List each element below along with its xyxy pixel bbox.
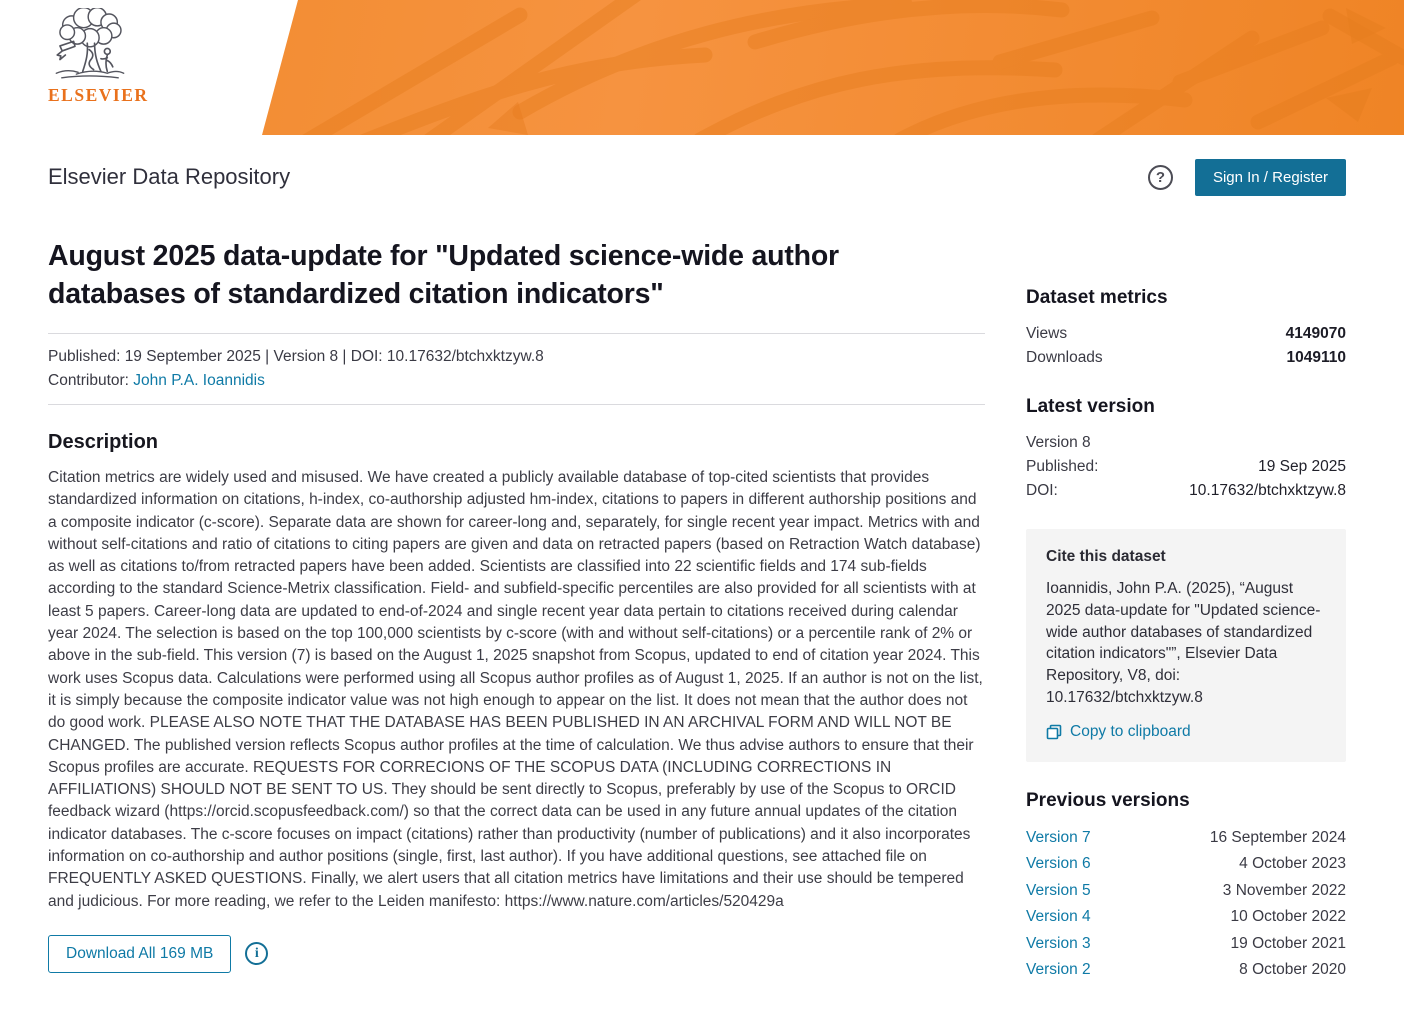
help-icon[interactable]: ? [1148, 165, 1173, 190]
elsevier-logo-wordmark: ELSEVIER [48, 85, 149, 105]
published-value: 19 Sep 2025 [1258, 458, 1346, 475]
latest-version-published-row [1026, 455, 1346, 479]
elsevier-logo[interactable] [48, 8, 149, 106]
version-link[interactable]: Version 7 [1026, 828, 1091, 846]
version-date: 19 October 2021 [1230, 934, 1346, 952]
latest-version-heading: Latest version [1026, 396, 1155, 417]
leaf-pattern-graphic [0, 0, 1404, 135]
dataset-meta-block [48, 333, 985, 405]
version-link[interactable]: Version 3 [1026, 934, 1091, 952]
doi-label: DOI: [1026, 482, 1058, 499]
dataset-title: August 2025 data-update for "Updated science-wide author databases of standardized citation indicators" [48, 240, 839, 310]
published-line: Published: 19 September 2025 | Version 8 | DOI: 10.17632/btchxktzyw.8 [48, 348, 544, 365]
metric-value: 4149070 [1285, 325, 1346, 342]
copy-to-clipboard-button[interactable] [1046, 723, 1326, 741]
version-link[interactable]: Version 5 [1026, 881, 1091, 899]
previous-versions-section [1026, 790, 1346, 984]
latest-version-doi-row [1026, 479, 1346, 503]
version-date: 16 September 2024 [1209, 828, 1346, 846]
version-row [1026, 931, 1346, 958]
citation-text: Ioannidis, John P.A. (2025), “August 2025 data-update for "Updated science-wide author databases of standardized citation indicators"”, Elsevier Data Repository, V8, doi: 10.17632/btchxktzyw.8 [1046, 580, 1321, 706]
copy-to-clipboard-label: Copy to clipboard [1070, 722, 1191, 740]
metric-label: Downloads [1026, 349, 1103, 366]
previous-versions-heading: Previous versions [1026, 789, 1190, 811]
download-all-button[interactable]: Download All 169 MB [48, 935, 231, 973]
dataset-metrics-section [1026, 287, 1346, 370]
header-banner [0, 0, 1404, 135]
dataset-metrics-heading: Dataset metrics [1026, 287, 1168, 308]
contributor-label: Contributor: [48, 371, 129, 389]
description-text: Citation metrics are widely used and misused. We have created a publicly available database of top-cited scientists that provides standardized information on citations, h-index, co-authorship adjusted hm-index, citations to papers in different authorship positions and a composite indicator (c-score). Separate data are shown for career-long and, separately, for single recent year impact. Metrics with and without self-citations and ratio of citations to citing papers are given and data on retracted papers (based on Retraction Watch database) as well as citations to/from retracted papers have been added. Scientists are classified into 22 scientific fields and 174 sub-fields according to the standard Science-Metrix classification. Field- and subfield-specific percentiles are also provided for all scientists with at least 5 papers. Career-long data are updated to end-of-2024 and single recent year data pertain to citations received during calendar year 2024. The selection is based on the top 100,000 scientists by c-score (with and without self-citations) or a percentile rank of 2% or above in the sub-field. This version (7) is based on the August 1, 2025 snapshot from Scopus, updated to end of citation year 2024. This work uses Scopus data. Calculations were performed using all Scopus author profiles as of August 1, 2025. If an author is not on the list, it is simply because the composite indicator value was not high enough to appear on the list. It does not mean that the author does not do good work. PLEASE ALSO NOTE THAT THE DATABASE HAS BEEN PUBLISHED IN AN ARCHIVAL FORM AND WILL NOT BE CHANGED. The published version reflects Scopus author profiles at the time of calculation. We thus advise authors to ensure that their Scopus profiles are accurate. REQUESTS FOR CORRECIONS OF THE SCOPUS DATA (INCLUDING CORRECTIONS IN AFFILIATIONS) SHOULD NOT BE SENT TO US. They should be sent directly to Scopus, preferably by use of the Scopus to ORCID feedback wizard (https://orcid.scopusfeedback.com/) so that the correct data can be used in any future annual updates of the citation indicator databases. The c-score focuses on impact (citations) rather than productivity (number of publications) and it also incorporates information on co-authorship and author positions (single, first, last author). If you have additional questions, see attached file on FREQUENTLY ASKED QUESTIONS. Finally, we alert users that all citation metrics have limitations and their use should be tempered and judicious. For more reading, we refer to the Leiden manifesto: https://www.nature.com/articles/520429a [48, 469, 983, 910]
sidebar [1026, 287, 1346, 1010]
description-heading: Description [48, 431, 159, 453]
published-label: Published: [1026, 458, 1099, 475]
signin-register-button[interactable]: Sign In / Register [1195, 159, 1346, 196]
info-icon[interactable]: i [245, 942, 268, 965]
metric-row-downloads [1026, 346, 1346, 370]
banner-orange-graphic [0, 0, 1404, 135]
version-date: 4 October 2023 [1239, 855, 1346, 873]
version-row [1026, 825, 1346, 852]
version-row [1026, 904, 1346, 931]
version-row [1026, 957, 1346, 984]
version-link[interactable]: Version 6 [1026, 855, 1091, 873]
copy-icon [1046, 724, 1062, 740]
version-date: 8 October 2020 [1239, 961, 1346, 979]
cite-dataset-box [1026, 529, 1346, 762]
metric-value: 1049110 [1286, 349, 1346, 366]
version-date: 10 October 2022 [1230, 908, 1346, 926]
topbar [0, 135, 1404, 213]
topbar-actions [1148, 159, 1346, 196]
contributor-line [48, 369, 985, 393]
version-row [1026, 878, 1346, 905]
contributor-link[interactable]: John P.A. Ioannidis [133, 371, 265, 389]
version-link[interactable]: Version 4 [1026, 908, 1091, 926]
version-row [1026, 851, 1346, 878]
elsevier-tree-icon [49, 8, 131, 82]
dataset-main-column [48, 213, 985, 1010]
version-link[interactable]: Version 2 [1026, 961, 1091, 979]
main-content [0, 213, 1404, 1010]
version-date: 3 November 2022 [1222, 881, 1346, 899]
metric-row-views [1026, 322, 1346, 346]
download-actions [48, 935, 985, 973]
cite-heading: Cite this dataset [1046, 548, 1166, 565]
site-title: Elsevier Data Repository [48, 164, 291, 189]
latest-version-number: Version 8 [1026, 434, 1091, 451]
metric-label: Views [1026, 325, 1068, 342]
latest-version-section [1026, 396, 1346, 503]
doi-value: 10.17632/btchxktzyw.8 [1189, 482, 1346, 499]
